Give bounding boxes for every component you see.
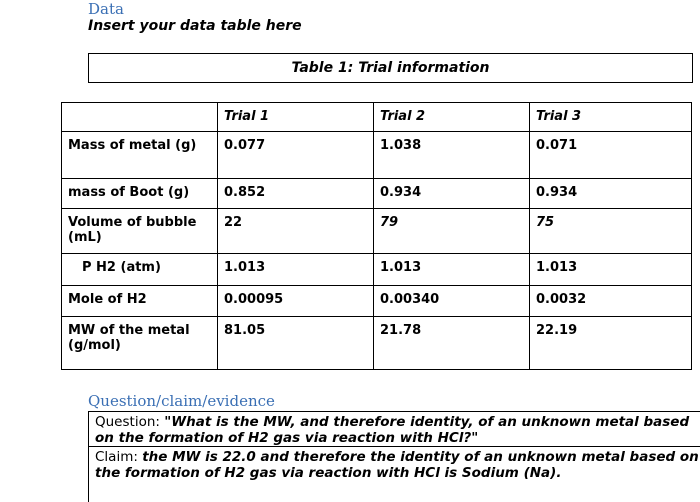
instruction-text: Insert your data table here: [88, 18, 302, 34]
row-label: P H2 (atm): [62, 254, 218, 286]
data-table: [61, 102, 692, 370]
table-cell: 22: [218, 209, 374, 254]
table-cell: 0.00340: [374, 286, 530, 317]
table-row: [62, 209, 692, 254]
qce-divider: [89, 446, 700, 447]
header-empty-cell: [62, 103, 218, 132]
table-row: [62, 254, 692, 286]
row-label: MW of the metal (g/mol): [62, 317, 218, 370]
column-header: Trial 1: [218, 103, 374, 132]
table-cell: 0.071: [530, 132, 692, 179]
table-cell: 0.0032: [530, 286, 692, 317]
table-cell: 21.78: [374, 317, 530, 370]
table-cell: 22.19: [530, 317, 692, 370]
table-cell: 0.934: [374, 179, 530, 209]
question-label: Question:: [95, 414, 160, 430]
table-cell: 0.077: [218, 132, 374, 179]
qce-heading: Question/claim/evidence: [88, 392, 275, 410]
table-cell: 1.038: [374, 132, 530, 179]
qce-box: [88, 411, 700, 502]
claim-text: the MW is 22.0 and therefore the identity of an unknown metal based on the formation of H2 gas via reaction with HCl is Sodium (Na).: [95, 449, 699, 481]
table-cell: 0.852: [218, 179, 374, 209]
section-heading: Data: [88, 0, 124, 18]
table-row: [62, 132, 692, 179]
table-row: [62, 286, 692, 317]
claim-block: [95, 449, 700, 481]
table-cell: 79: [374, 209, 530, 254]
table-row: [62, 179, 692, 209]
claim-label: Claim:: [95, 449, 138, 465]
table-cell: 1.013: [530, 254, 692, 286]
table-header-row: [62, 103, 692, 132]
row-label: Mole of H2: [62, 286, 218, 317]
table-cell: 0.934: [530, 179, 692, 209]
table-cell: 1.013: [218, 254, 374, 286]
row-label: mass of Boot (g): [62, 179, 218, 209]
column-header: Trial 2: [374, 103, 530, 132]
table-cell: 75: [530, 209, 692, 254]
column-header: Trial 3: [530, 103, 692, 132]
table-cell: 0.00095: [218, 286, 374, 317]
row-label: Mass of metal (g): [62, 132, 218, 179]
table-cell: 1.013: [374, 254, 530, 286]
question-text: "What is the MW, and therefore identity, of an unknown metal based on the formation of H2 gas via reaction with HCl?": [95, 414, 690, 446]
row-label: Volume of bubble (mL): [62, 209, 218, 254]
table-cell: 81.05: [218, 317, 374, 370]
table-caption-box: [88, 53, 693, 83]
question-block: [95, 414, 700, 446]
table-row: [62, 317, 692, 370]
table-caption: Table 1: Trial information: [291, 60, 490, 76]
